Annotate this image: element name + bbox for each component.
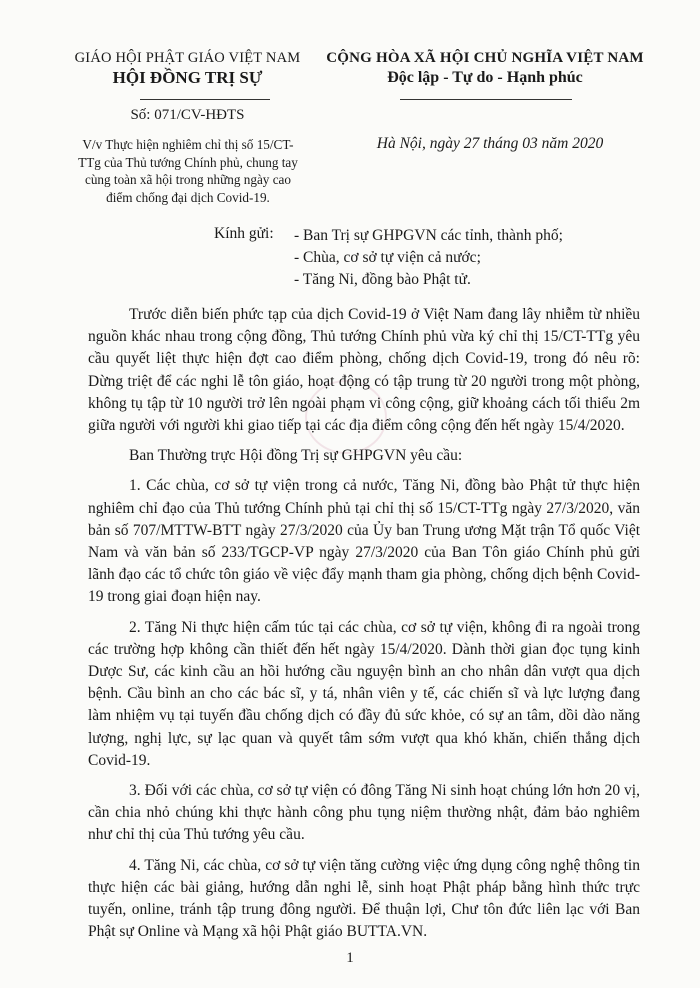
recipient-item: - Chùa, cơ sở tự viện cả nước;	[294, 249, 481, 266]
recipient-item: - Tăng Ni, đồng bào Phật tử.	[294, 271, 471, 288]
body-paragraph: 3. Đối với các chùa, cơ sở tự viện có đông Tăng Ni sinh hoạt chúng lớn hơn 20 vị, cần chia nhỏ chúng khi thực hành công phu tụng niệm thường nhật, đảm bảo nghiêm như chỉ thị của Thủ tướng yêu cầu.	[88, 782, 640, 844]
issuing-organization	[70, 50, 305, 88]
org-line-2: HỘI ĐỒNG TRỊ SỰ	[112, 68, 263, 87]
document-date: Hà Nội, ngày 27 tháng 03 năm 2020	[376, 135, 604, 152]
org-line-1: GIÁO HỘI PHẬT GIÁO VIỆT NAM	[74, 50, 301, 66]
org-underline	[140, 99, 270, 100]
motto-underline	[400, 99, 572, 100]
document-body	[88, 304, 640, 951]
body-paragraph: 1. Các chùa, cơ sở tự viện trong cả nước, Tăng Ni, đồng bào Phật tử thực hiện nghiêm chỉ đạo của Thủ tướng Chính phủ tại chỉ thị số 15/CT-TTg ngày 27/3/2020, văn bản số 707/MTTW-BTT ngày 27/3/2020 của Ủy ban Trung ương Mặt trận Tổ quốc Việt Nam và văn bản số 233/TGCP-VP ngày 27/3/2020 của Ban Tôn giáo Chính phủ gửi lãnh đạo các tổ chức tôn giáo về việc đẩy mạnh tham gia phòng, chống dịch bệnh Covid-19 trong giai đoạn hiện nay.	[88, 477, 640, 606]
recipients-list	[294, 225, 563, 291]
republic-line-2: Độc lập - Tự do - Hạnh phúc	[387, 69, 583, 86]
republic-line-1: CỘNG HÒA XÃ HỘI CHỦ NGHĨA VIỆT NAM	[326, 50, 644, 66]
body-paragraph: Trước diễn biến phức tạp của dịch Covid-19 ở Việt Nam đang lây nhiễm từ nhiều nguồn khác nhau trong cộng đồng, Thủ tướng Chính phủ vừa ký chỉ thị 15/CT-TTg yêu cầu quyết liệt thực hiện đợt cao điểm phòng, chống dịch Covid-19, trong đó nêu rõ: Dừng triệt để các nghi lễ tôn giáo, hoạt động có tập trung từ 20 người trong một phòng, không tụ tập từ 10 người trở lên ngoài phạm vi công cộng, giữ khoảng cách tối thiểu 2m giữa người với người khi giao tiếp tại các địa điểm công cộng đến hết ngày 15/4/2020.	[88, 306, 640, 435]
body-paragraph: 2. Tăng Ni thực hiện cấm túc tại các chùa, cơ sở tự viện, không đi ra ngoài trong các trường hợp không cần thiết đến hết ngày 15/4/2020. Dành thời gian đọc tụng kinh Dược Sư, các kinh cầu an hồi hướng cầu nguyện bình an cho nhân dân vượt qua dịch bệnh. Cầu bình an cho các bác sĩ, y tá, nhân viên y tế, các chiến sĩ và lực lượng đang làm nhiệm vụ tại tuyến đầu chống dịch có đầy đủ sức khỏe, có sự an tâm, dồi dào năng lượng, nghị lực, sự lạc quan và quyết tâm sớm vượt qua khó khăn, chiến thắng dịch Covid-19.	[88, 618, 640, 769]
recipients-label: Kính gửi:	[214, 225, 274, 242]
document-subject: V/v Thực hiện nghiêm chỉ thị số 15/CT-TTg của Thủ tướng Chính phủ, chung tay cùng toàn xã hội trong những ngày cao điểm chống đại dịch Covid-19.	[78, 137, 298, 205]
document-number: Số: 071/CV-HĐTS	[130, 107, 245, 123]
body-paragraph: 4. Tăng Ni, các chùa, cơ sở tự viện tăng cường việc ứng dụng công nghệ thông tin thực hiện các bài giảng, hướng dẫn nghi lễ, sinh hoạt Phật pháp bằng hình thức trực tuyến, online, tránh tập trung đông người. Để thuận lợi, Chư tôn đức liên lạc với Ban Phật sự Online và Mạng xã hội Phật giáo BUTTA.VN.	[88, 856, 640, 941]
national-header	[315, 50, 655, 87]
page-number: 1	[346, 950, 354, 966]
body-paragraph: Ban Thường trực Hội đồng Trị sự GHPGVN yêu cầu:	[129, 447, 463, 465]
recipient-item: - Ban Trị sự GHPGVN các tỉnh, thành phố;	[294, 227, 563, 244]
